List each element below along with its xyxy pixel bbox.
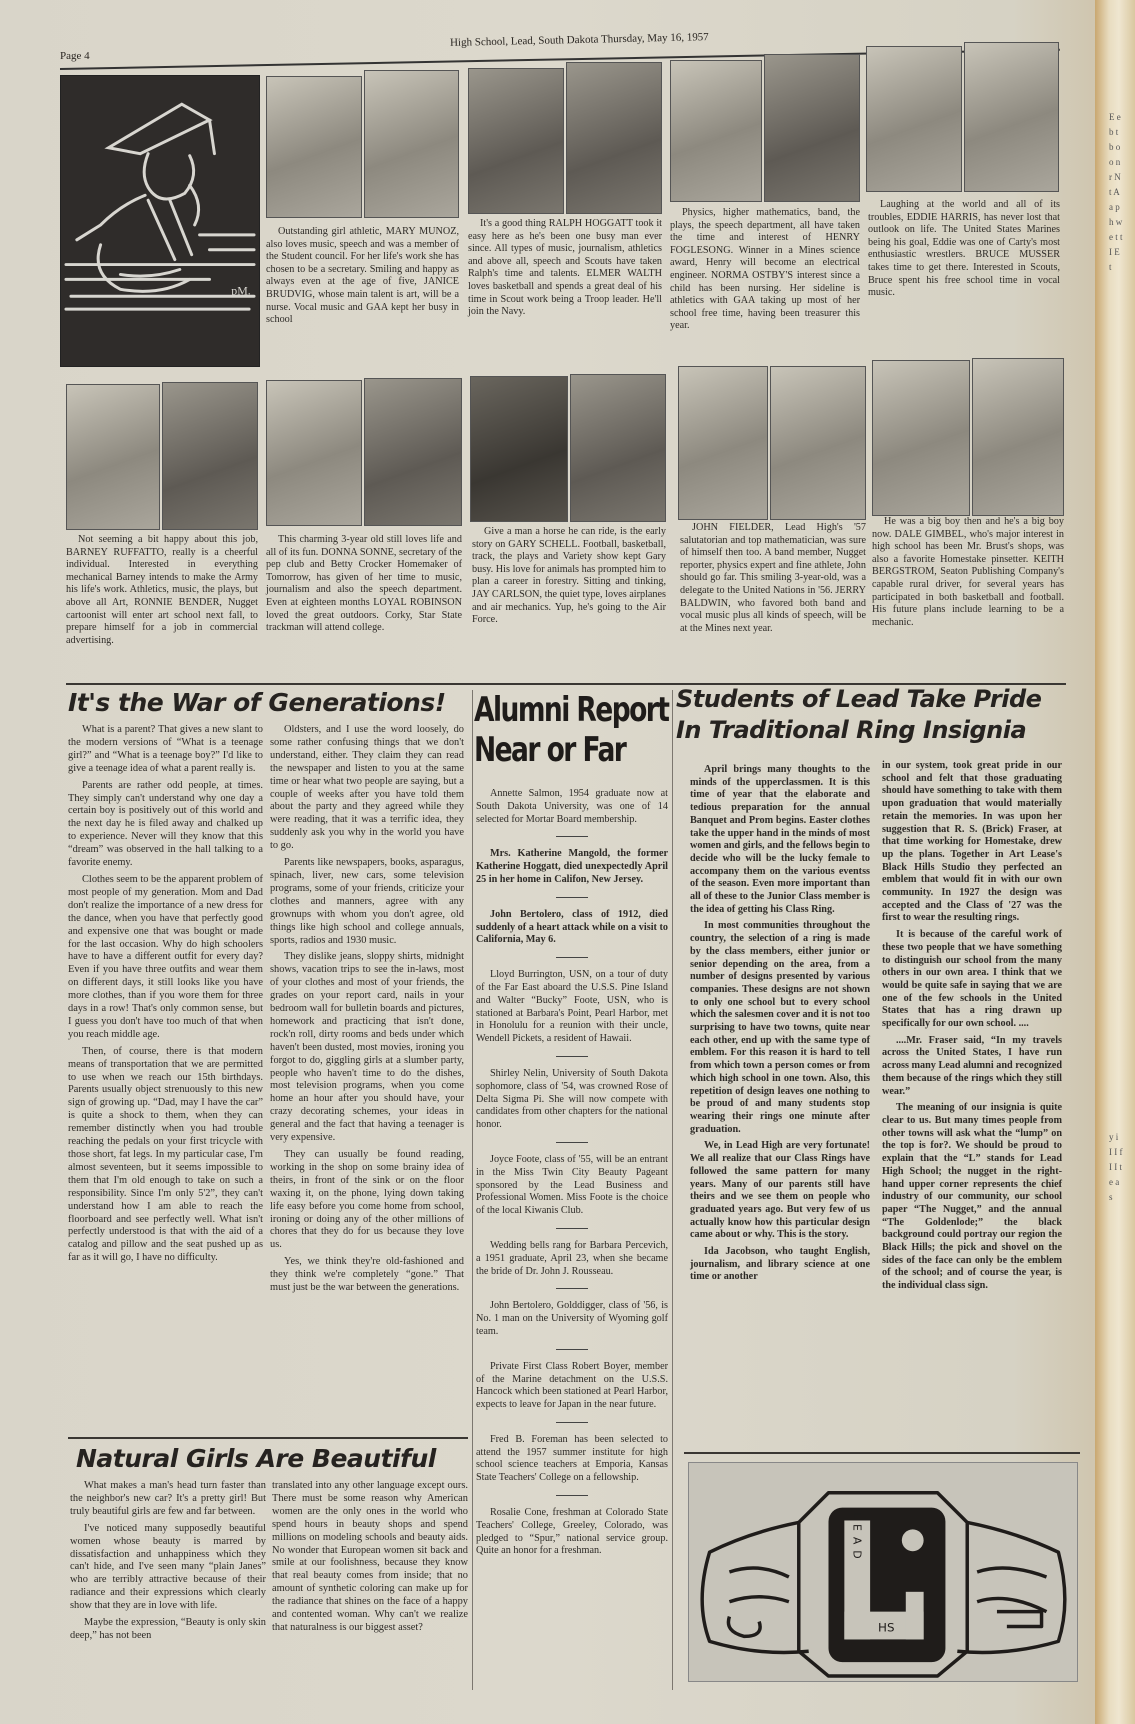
section-divider bbox=[684, 1452, 1080, 1454]
photo-keith-bergstrom bbox=[972, 358, 1064, 516]
caption-sonne-robinson: This charming 3-year old still loves life and all of its fun. DONNA SONNE, secretary of the pep club and Betty Crocker Homemaker of Tomorrow, has given of her time to music, journalism and also the speech department. Even at eighteen months LOYAL ROBINSON loved the great outdoors. Corky, Star State trackman will attend college. bbox=[266, 534, 462, 634]
caption-ruffatto-bender: Not seeming a bit happy about this job, BARNEY RUFFATTO, really is a cheerful individual. Interested in everything mechanical Barney intends to make the Army his life's work. Athletics, music, the plays, but above all Art, RONNIE BENDER, Nugget cartoonist will enter art school next fall, to prepare himself for a job in commercial advertising. bbox=[66, 534, 258, 646]
item-separator bbox=[556, 1288, 588, 1289]
item-separator bbox=[556, 1422, 588, 1423]
adjacent-page-edge bbox=[1095, 0, 1135, 1724]
paragraph: ....Mr. Fraser said, “In my travels across the United States, I have run across many Lead alumni and recognized them because of the rings which they still wear.” bbox=[882, 1034, 1062, 1097]
caption-fielder-baldwin: JOHN FIELDER, Lead High's '57 salutatorian and top mathematician, was sure of himself then too. A band member, Nugget reporter, physics expert and fine athlete, John should go far. This smiling 3-year-old, was a delegate to the United Nations in '56. JERRY BALDWIN, who favored both band and vocal music plus all kinds of speech, will be at the Mines next year. bbox=[680, 522, 866, 634]
war-article-col1 bbox=[68, 724, 263, 1269]
column-rule bbox=[672, 690, 673, 1690]
girls-headline: Natural Girls Are Beautiful bbox=[76, 1444, 436, 1473]
war-headline: It's the War of Generations! bbox=[68, 688, 446, 717]
war-article-col2 bbox=[270, 724, 464, 1299]
svg-text:LEAD: LEAD bbox=[850, 1512, 864, 1565]
photo-jerry-baldwin bbox=[770, 366, 866, 520]
alumni-headline-line1: Alumni Report bbox=[474, 690, 669, 730]
photo-loyal-robinson bbox=[364, 378, 462, 526]
class-ring-icon bbox=[689, 1463, 1077, 1681]
paragraph: Parents like newspapers, books, asparagus, spinach, liver, new cars, some television programs, some of your friends, criticize your clothes and manners, agree with any grownups with whom you don't agree, old things like high school and college annuals, sports, radios and 1930 music. bbox=[270, 857, 464, 946]
caption-gimbel-bergstrom: He was a big boy then and he's a big boy now. DALE GIMBEL, who's major interest in high school has been Mr. Brust's shops, was also a favorite Homestake pinsetter. KEITH BERGSTROM, Seaton Publishing Company's capable rural driver, for several years has participated in both basketball and football. His future plans include learning to be a mechanic. bbox=[872, 516, 1064, 628]
girls-article-col1 bbox=[70, 1480, 266, 1647]
caption-hoggatt-walth: It's a good thing RALPH HOGGATT took it easy here as he's been one busy man ever since. All types of music, journalism, athletics and above all, speech and Scouts have taken Ralph's time and talents. ELMER WALTH loves basketball and spends a great deal of his time in Scout work being a Troop leader. He'll join the Navy. bbox=[468, 218, 662, 318]
paragraph: translated into any other language except ours. There must be some reason why American women are the only ones in the world who spend hours in beauty shops and spend millions on modeling schools and beauty aids. No wonder that European women sit back and smile at our foolishness, because they know that real beauty comes from inside; that no amount of synthetic coloring can make up for the radiance that shines on the face of a happy and contented woman. Why can't we realize that naturalness is our biggest asset? bbox=[272, 1480, 468, 1633]
dateline: High School, Lead, South Dakota Thursday, May 16, 1957 bbox=[449, 31, 709, 49]
alumni-item: Private First Class Robert Boyer, member of the Marine detachment on the U.S.S. Hancock which been stationed at Pearl Harbor, expects to leave for Japan in the near future. bbox=[476, 1360, 668, 1411]
ring-article-col2 bbox=[882, 760, 1062, 1297]
ring-article-col1 bbox=[690, 764, 870, 1288]
item-separator bbox=[556, 957, 588, 958]
photo-gary-schell bbox=[470, 376, 568, 522]
photo-mary-munoz bbox=[266, 76, 362, 218]
ring-headline bbox=[676, 684, 1041, 746]
paragraph: Maybe the expression, “Beauty is only skin deep,” has not been bbox=[70, 1617, 266, 1641]
adjacent-page-text: E e b t b o o n r N t A a p h w e t t I E t bbox=[1109, 112, 1123, 272]
photo-norma-ostby bbox=[764, 54, 860, 202]
alumni-item: Rosalie Cone, freshman at Colorado State Teachers' College, Greeley, Colorado, was pledged to “Spur,” national service group. Quite an honor for a freshman. bbox=[476, 1507, 668, 1557]
adjacent-page-text: y i I I f I I t e a s bbox=[1109, 1132, 1123, 1202]
graduate-baby-drawing-icon bbox=[61, 76, 259, 366]
photo-henry-foglesong bbox=[670, 60, 762, 202]
alumni-items bbox=[476, 788, 668, 1558]
paragraph: April brings many thoughts to the minds of the upperclassmen. It is this time of year that the elaborate and tedious preparation for the annual Banquet and Prom begins. Easter clothes take the upper hand in the minds of most women and girls, and the fellows begin to decide who will be the lucky female to accompany them on the various eventss of the season. Even more important than all of these to the Junior Class member is the idea of getting his Class Ring. bbox=[690, 764, 870, 915]
paragraph: The meaning of our insignia is quite clear to us. But many times people from other towns will ask what the “lump” on the top is for?. We should be proud to explain that the “L” stands for Lead High School; the nugget in the right-hand upper corner represents the chief industry of our community, our school paper “The Nugget,” and the annual “The Goldenlode;” the black background could portray our region the Black Hills; the pick and shovel on the sides of the face can only be the emblem of the school; and of course the year, is the individual class sign. bbox=[882, 1102, 1062, 1292]
photo-bruce-musser bbox=[964, 42, 1059, 192]
item-separator bbox=[556, 897, 588, 898]
paragraph: Oldsters, and I use the word loosely, do some rather confusing things that we don't understand, either. They claim they can read the newspaper and listen to you at the same time or hear what two people are saying, but a couple of weeks after you have told them about the party and they agreed while they were reading, that it was a terrific idea, they suddenly ask you why in the world you have to go. bbox=[270, 724, 464, 852]
paragraph: They can usually be found reading, working in the shop on some brainy idea of theirs, in front of the sink or on the floor waxing it, on the phone, lying down taking life easy before you come home from school, ironing or doing any of the other millions of chores that they do for us because they love us. bbox=[270, 1149, 464, 1251]
photo-elmer-walth bbox=[566, 62, 662, 214]
class-ring-illustration bbox=[688, 1462, 1078, 1682]
photo-dale-gimbel bbox=[872, 360, 970, 516]
photo-ronnie-bender bbox=[162, 382, 258, 530]
photo-donna-sonne bbox=[266, 380, 362, 526]
paragraph: Clothes seem to be the apparent problem of most people of my generation. Mom and Dad don't realize the importance of a new dress for the dance, when you have that perfectly good and expensive one that was bought or made for the last occasion. Why do high schoolers have to have a different outfit for every day? Even if you have three outfits and wear them on different days, it still looks like you have more clothes, than if you wore them for three days in a row! That's only common sense, but I guess you don't have too much of that when you reach middle age. bbox=[68, 873, 263, 1040]
paragraph: What is a parent? That gives a new slant to the modern versions of “What is a teenage girl?” and “What is a teenage boy?” I'd like to give a teenage idea of what a parent really is. bbox=[68, 724, 263, 774]
paragraph: I've noticed many supposedly beautiful women whose beauty is marred by dissatisfaction and unhappiness which they can't hide, and I've seen many “plain Janes” who are terribly attractive because of their radiance and their expressions which clearly show that they are in love with life. bbox=[70, 1522, 266, 1612]
paragraph: They dislike jeans, sloppy shirts, midnight shows, vacation trips to see the in-laws, most of your clothes and most of your friends, the grades on your report card, nails in your bedroom wall for bulletin boards and pictures, homework and practicing that isn't done, rock'n roll, dirty rooms and beds under which haven't been dusted, most movies, ironing you forgot to do, giggling girls at a slumber party, people who haven't time to do the dishes, most television programs, when you come home an hour after you should have, your crazy decorating schemes, your ideas in general and the fact that having a teenager is very expensive. bbox=[270, 951, 464, 1144]
alumni-item: Mrs. Katherine Mangold, the former Katherine Hoggatt, died unexpectedly April 25 in her home in Califon, New Jersey. bbox=[476, 848, 668, 885]
alumni-item: Fred B. Foreman has been selected to attend the 1957 summer institute for high school science teachers at Emporia, Kansas State Teachers' College on a fellowship. bbox=[476, 1433, 668, 1484]
paragraph: Parents are rather odd people, at times. They simply can't understand why one day a certain boy is positively out of this world and the next day he is filed away and chalked up to experience. Never will they know that this “dream” was observed in the hall talking to a favorite enemy. bbox=[68, 779, 263, 869]
svg-text:HS: HS bbox=[878, 1620, 895, 1635]
paragraph: Ida Jacobson, who taught English, journalism, and library science at one time or another bbox=[690, 1246, 870, 1283]
paragraph: It is because of the careful work of these two people that we have something to distinguish our school from the many others in our own area. I think that we would be quite safe in saying that we are one of the few schools in the United States that has a ring drawn up specifically for our own school. .... bbox=[882, 929, 1062, 1030]
alumni-headline-line2: Near or Far bbox=[474, 730, 626, 770]
photo-jay-carlson bbox=[570, 374, 666, 522]
graduate-baby-cartoon bbox=[60, 75, 260, 367]
paragraph: in our system, took great pride in our school and felt that those graduating should have something to take with them upon graduation that would materially retain the memories. In was upon her suggestion that R. S. (Brick) Fraser, at that time working for Homestake, drew up the plans. Together in Art Lease's Black Hills Studio they perfected an emblem that would fit in with our own community. In 1927 the design was accepted and the Class of '27 was the first to wear the resulting rings. bbox=[882, 760, 1062, 924]
alumni-item: John Bertolero, Golddigger, class of '56, is No. 1 man on the University of Wyoming golf team. bbox=[476, 1300, 668, 1337]
item-separator bbox=[556, 1495, 588, 1496]
item-separator bbox=[556, 836, 588, 837]
paragraph: Then, of course, there is that modern means of transportation that we are permitted to use when we reach our 15th birthdays. Parents usually object strenuously to this new sign of growing up. “Dad, may I have the car” is quite a shock to them, when they can remember distinctly when you had trouble reaching the pedals on your first tricycle with those short, fat legs. In my particular case, I'm almost seventeen, but it seems impossible to them that I'm old enough to take on such a responsibility. Since I'm only 5'2”, they can't understand how I am able to reach the floorboard and see perfectly well. What isn't perfectly understood is that with the aid of a catalog and pillow and the seat pushed up as far as it will go, I have no difficulty. bbox=[68, 1045, 263, 1264]
paragraph: We, in Lead High are very fortunate! We all realize that our Class Rings have followed the same pattern for many years. Many of our parents still have theirs and we see them on people who graduated years ago. But very few of us actually know how this particular design came about or why. This is the story. bbox=[690, 1140, 870, 1241]
caption-harris-musser: Laughing at the world and all of its troubles, EDDIE HARRIS, has never lost that outlook on life. The United States Marines being his goal, Eddie was one of Carty's most enthusiastic wrestlers. BRUCE MUSSER takes time to get there. Interested in Scouts, Bruce spent his free school time in vocal music. bbox=[868, 199, 1060, 299]
photo-barney-ruffatto bbox=[66, 384, 160, 530]
girls-article-col2 bbox=[272, 1480, 468, 1639]
alumni-headline bbox=[474, 690, 668, 770]
caption-foglesong-ostby: Physics, higher mathematics, band, the plays, the speech department, all have taken the time and interest of HENRY FOGLESONG. Winner in a Mines science award, Henry will become an electrical engineer. NORMA OSTBY'S interest since a child has been nursing. Her sideline is athletics with GAA taking up most of her school free time, having been treasurer this year. bbox=[670, 207, 860, 332]
ring-headline-line2: In Traditional Ring Insignia bbox=[676, 716, 1027, 744]
photo-john-fielder bbox=[678, 366, 768, 520]
photo-janice-brudvig bbox=[364, 70, 459, 218]
paragraph: Yes, we think they're old-fashioned and they think we're completely “gone.” That must just be the war between the generations. bbox=[270, 1256, 464, 1294]
ring-headline-line1: Students of Lead Take Pride bbox=[676, 685, 1042, 713]
photo-eddie-harris bbox=[866, 46, 962, 192]
item-separator bbox=[556, 1349, 588, 1350]
alumni-item: Wedding bells rang for Barbara Percevich, a 1951 graduate, April 23, when she became the bride of Dr. John J. Rousseau. bbox=[476, 1239, 668, 1277]
section-divider bbox=[68, 1437, 468, 1439]
paragraph: In most communities throughout the country, the selection of a ring is made by the class members, either junior or senior depending on the area, from a number of designs presented by various companies. These designs are not shown to only one school but to every school which the salesmen cover and it is not too surprising to have two towns, quite near each other, end up with the same type of emblem. For this reason it is hard to tell from which town a person comes or from which high school in one town. Also, this repetition of design leaves one nothing to be proud of and many students stop wearing their rings one minute after graduation. bbox=[690, 920, 870, 1135]
column-rule bbox=[472, 690, 473, 1690]
alumni-item: Joyce Foote, class of '55, will be an entrant in the Miss Twin City Beauty Pageant sponsored by the Lead Business and Professional Women. Miss Foote is the choice of the local Kiwanis Club. bbox=[476, 1153, 668, 1217]
paragraph: What makes a man's head turn faster than the neighbor's new car? It's a pretty girl! But truly beautiful girls are few and far between. bbox=[70, 1480, 266, 1517]
item-separator bbox=[556, 1228, 588, 1229]
caption-schell-carlson: Give a man a horse he can ride, is the early story on GARY SCHELL. Football, basketball, track, the plays and Variety show kept Gary busy. His love for animals has prompted him to plan a career in forestry. Sitting and tinking, JAY CARLSON, the quiet type, loves airplanes and air mechanics. Yup, he's going to the Air Force. bbox=[472, 526, 666, 626]
item-separator bbox=[556, 1142, 588, 1143]
alumni-item: Annette Salmon, 1954 graduate now at South Dakota University, was one of 14 selected for Mortar Board membership. bbox=[476, 788, 668, 825]
caption-munoz-brudvig: Outstanding girl athletic, MARY MUNOZ, also loves music, speech and was a member of the Student council. For her life's work she has chosen to be a secretary. Smiling and happy as always even at the age of five, JANICE BRUDVIG, whose main talent is art, will be a nurse. Vocal music and GAA kept her busy in school bbox=[266, 226, 459, 326]
page-number: Page 4 bbox=[60, 50, 90, 62]
alumni-item: John Bertolero, class of 1912, died suddenly of a heart attack while on a visit to California, May 6. bbox=[476, 908, 668, 946]
photo-ralph-hoggatt bbox=[468, 68, 564, 214]
alumni-item: Lloyd Burrington, USN, on a tour of duty of the Far East aboard the U.S.S. Pine Island and Walter “Bucky” Foote, USN, who is stationed at Barbara's Point, Pearl Harbor, met in Honolulu for a reunion with their uncle, Wendell Pickets, a resident of Hawaii. bbox=[476, 969, 668, 1045]
svg-text:pM.: pM. bbox=[231, 283, 251, 298]
item-separator bbox=[556, 1056, 588, 1057]
alumni-item: Shirley Nelin, University of South Dakota sophomore, class of '54, was crowned Rose of Delta Sigma Pi. She will now compete with candidates from other chapters for the national honor. bbox=[476, 1067, 668, 1131]
